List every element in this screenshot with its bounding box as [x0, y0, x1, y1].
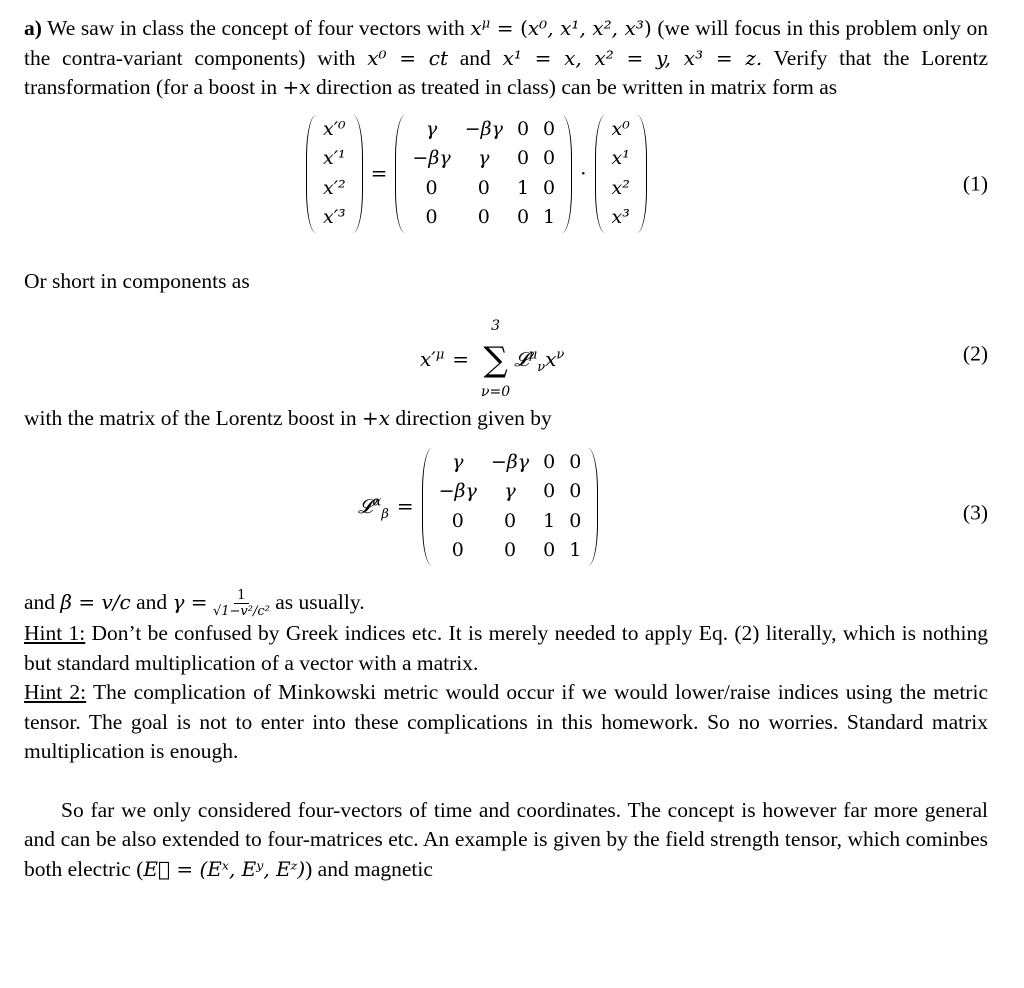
eq3-number: (3) [962, 499, 988, 524]
spatial-components: x¹ = x, x² = y, x³ = z. [502, 45, 763, 70]
eq1-body [306, 115, 647, 233]
equation-1 [24, 109, 988, 259]
hint-2-label: Hint 2: [24, 680, 87, 705]
eq1-equals: = [370, 160, 388, 185]
eq1-rhs-vector: x⁰ x¹ x² x³ [595, 115, 647, 233]
intro-text-1: We saw in class the concept of four vectors with [47, 16, 471, 40]
equation-3 [24, 444, 988, 582]
eq1-lorentz-matrix: γ −βγ 0 0 −βγ γ 0 0 0 0 1 0 0 0 0 1 [395, 115, 572, 233]
short-components-text: Or short in components as [24, 268, 250, 293]
hint-2 [24, 678, 988, 767]
eq1-dot: · [580, 160, 587, 185]
eq3-body: 𝓛$^\alpha_\beta$ = γ −βγ 0 0 −βγ γ 0 0 0 0 1 0 0 0 0 1 [358, 448, 598, 566]
sum-symbol: 3 ∑ ν=0 [481, 318, 511, 400]
final-paragraph: So far we only considered four-vectors of time and coordinates. The concept is however far more general and can be also extended to four-matrices etc. An example is given by the field strength tensor, which cominbes both electric (E⃗ = (Eˣ, Eʸ, Eᶻ)) and magnetic [24, 797, 988, 881]
hint-2-text: The complication of Minkowski metric would occur if we would lower/raise indices using the metric tensor. The goal is not to enter into these complications in this homework. So no worries. Standard matrix multiplication is enough. [24, 680, 988, 764]
homework-page [24, 14, 988, 884]
eq2-number: (2) [962, 341, 988, 366]
intro-text-2: (we will focus in this problem only on the contra-variant components) with [24, 16, 988, 70]
equation-2 [24, 308, 988, 400]
four-vector-symbol: $x^\mu = (x^0$, x¹, x², x³) [470, 16, 652, 40]
hint-1-label: Hint 1: [24, 621, 86, 646]
gamma-fraction: $\frac{1}{\text{√1−v²/c²}}$ [212, 588, 270, 620]
eq2-body: $x'^\mu$ = 3 ∑ ν=0 $𝓛^\mu_\nu x^\nu$ [420, 312, 564, 407]
with-matrix-text: with the matrix of the Lorentz boost in +x direction given by [24, 406, 552, 430]
electric-field-vector: E⃗ = (Eˣ, Eʸ, Eᶻ) [143, 856, 306, 881]
intro-text-4: direction as treated in class) can be written in matrix form as [310, 75, 838, 99]
eq1-number: (1) [962, 170, 988, 195]
hint-1 [24, 619, 988, 678]
beta-gamma-definition: and β = v/c and γ = $\frac{1}{\text{√1−v²/c²}}$ as usually. [24, 588, 365, 620]
eq1-lhs-vector: x′⁰ x′¹ x′² x′³ [306, 115, 363, 233]
intro-paragraph: a) We saw in class the concept of four vectors with $x^\mu = (x^0$, x¹, x², x³) (we will focus in this problem only on the contra-variant components) with x⁰ = ct and x¹ = x, x² = y, x³ = z. Verify that the Lorentz transformation (for a boost in +x direction as treated in class) can be written in matrix form as [24, 16, 989, 99]
eq3-lorentz-matrix: γ −βγ 0 0 −βγ γ 0 0 0 0 1 0 0 0 0 1 [422, 448, 599, 566]
section-label: a) [24, 16, 42, 40]
hint-1-text: Don’t be confused by Greek indices etc. It is merely needed to apply Eq. (2) literally, which is nothing but standard multiplication of a vector with a matrix. [24, 621, 988, 675]
intro-text-3: Verify that the Lorentz transformation (for a boost in [24, 45, 989, 99]
x0-definition: x⁰ = ct [367, 45, 448, 70]
